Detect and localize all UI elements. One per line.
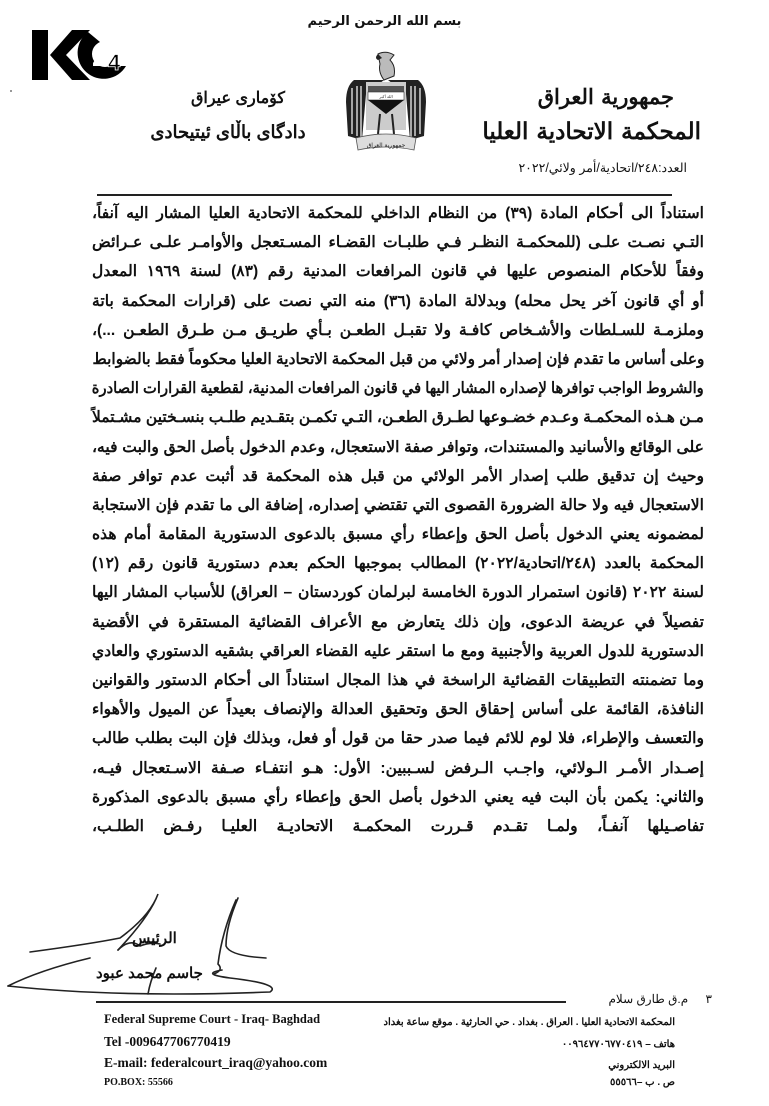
footer-pobox-en: PO.BOX: 55566 [104,1077,173,1088]
signatory-title: الرئيس [132,930,177,947]
svg-text:الله أكبر: الله أكبر [379,94,393,99]
footer-tel-en: Tel -009647706770419 [104,1034,231,1049]
signatory-name: جاسم محمد عبود [96,965,203,982]
body-line: لسنة ٢٠٢٢ (قانون استمرار الدورة الخامسة لبرلمان كوردستان – العراق) للأسباب المشار اليها [92,584,704,602]
body-line: والتعسف والإطراء، فلا لوم للائم فيما صدر حقا من قول أو فعل، وبذلك فإن البت بطلب طالب [92,730,704,748]
header-divider [97,194,672,196]
basmala: بسم الله الرحمن الرحيم [307,14,462,29]
body-line: المحكمة بالعدد (٢٤٨/اتحادية/٢٠٢٢) المطالب بموجبها الحكم بعدم دستورية قانون رقم (١٢) [92,555,704,573]
body-line: تفاصـيلها آنفـاً، ولمـا تقـدم قـررت المحكمـة الاتحاديـة العليـا رفـض الطلـب، [92,817,704,835]
k24-logo-icon [30,26,130,84]
body-line: على الوقائع والأسانيد والمستندات، وتوافر صفة الاستعجال، وعدم الدخول بأصل الحق والبت فيه، [92,438,704,456]
body-line: إصـدار الأمـر الـولائي، واجـب الـرفض لسـببين: الأول: هـو انتفـاء صـفة الاسـتعجال فيـه، [92,759,704,777]
body-line: وعلى أساس ما تقدم فإن إصدار أمر ولائي من قبل المحكمة الاتحادية العليا محكوماً فقط بالضوابط [92,350,704,368]
body-line: التـي نصـت علـى (للمحكمـة النظـر فـي طلبـات القضـاء المسـتعجل والأوامـر علـى عـرائض [92,234,704,252]
footer-tel-ar: هاتف – ٠٠٩٦٤٧٧٠٦٧٧٠٤١٩ [561,1039,675,1050]
body-line: أو أي قانون آخر يحل محله) وبدلالة المادة (٣٦) منه التي نصت على (قرارات المحكمة باتة [92,292,704,310]
footer-pobox-ar: ص . ب –٥٥٥٦٦ [609,1077,675,1088]
typist-name: م.ق طارق سلام [608,992,689,1006]
footer-email-en: E-mail: federalcourt_iraq@yahoo.com [104,1055,328,1070]
body-line: تفصيلاً في عريضة الدعوى، وإن ذلك يتعارض مع الأعراف القضائية المستقرة في الأقضية [92,613,704,631]
body-line: وفقاً للأحكام المنصوص عليها في قانون المرافعات المدنية رقم (٨٣) لسنة ١٩٦٩ المعدل [92,263,704,281]
body-line: الدستورية للدول العربية والأجنبية ومع ما استقر عليه القضاء العراقي بشقيه الدستوري والعادي [92,642,704,660]
body-line: والثاني: يكمن بأن البت فيه يعني الدخول بأصل الحق وإعطاء رأي مسبق بالدعوى المذكورة [92,788,704,806]
footer-divider [96,1001,566,1003]
body-line: استناداً الى أحكام المادة (٣٩) من النظام الداخلي للمحكمة الاتحادية العليا المشار اليه آنفاً، [92,205,705,222]
emblem-caption: جمهورية العراق [366,142,406,149]
body-line: الاستعجال فيه ولا حالة الضرورة القصوى التي تقتضي إصداره، إضافة الى ما تقدم فإن الاستجابة [92,496,704,514]
body-line: وحيث إن تدقيق طلب إصدار الأمر الولائي من قبل هذه المحكمة قد أثبت عدم توافر صفة [92,467,704,485]
svg-text:2: 2 [92,40,109,73]
iraq-eagle-emblem-icon [340,50,432,158]
body-line: والشروط الواجب توافرها لإصداره المشار اليها في قانون المرافعات المدنية، لقطعية القرارات الصادرة [92,380,704,398]
body-line: النافذة، القائمة على أساس إحقاق الحق وتحقيق العدالة والإنصاف بعيداً عن الميول والأهواء [92,701,704,719]
order-body [92,199,704,841]
court-name-title: المحكمة الاتحادية العليا [482,118,701,145]
kurdish-court-title: دادگای باڵای ئیتیحادی [150,122,306,142]
footer-email-label-ar: البريد الالكتروني [608,1060,675,1071]
body-line: لمضمونه يعني الدخول بأصل الحق وإعطاء رأي مسبق بالدعوى الدستورية المقامة أمام هذه [92,526,704,544]
scan-speck [10,90,12,92]
body-line: وما تضمنته التطبيقات القضائية الراسخة في هذا المجال استناداً الى أحكام الدستور والقوانين [92,672,704,689]
body-line: وملزمـة للسـلطات والأشـخاص كافـة ولا تقبـل الطعـن بـأي طريـق مـن طـرق الطعـن ...)، [92,321,704,339]
page-number: ٣ [705,992,712,1006]
svg-text:4: 4 [108,50,121,75]
document-number: العدد:٢٤٨/اتحادية/أمر ولائي/٢٠٢٢ [518,161,687,175]
footer-address-ar: المحكمة الاتحادية العليا . العراق . بغداد . حي الحارثية . موقع ساعة بغداد [383,1017,675,1028]
typist-line [609,992,713,1006]
footer-address-en: Federal Supreme Court - Iraq- Baghdad [104,1012,321,1026]
body-line: مـن هـذه المحكمـة وعـدم خضـوعها لطـرق الطعـن، التـي تكمـن بتقـديم طلـب بنسـختين مشـتملاً [92,409,704,427]
republic-of-iraq-title: جمهورية العراق [537,84,674,109]
kurdish-republic-title: كۆمارى عیراق [190,90,286,107]
